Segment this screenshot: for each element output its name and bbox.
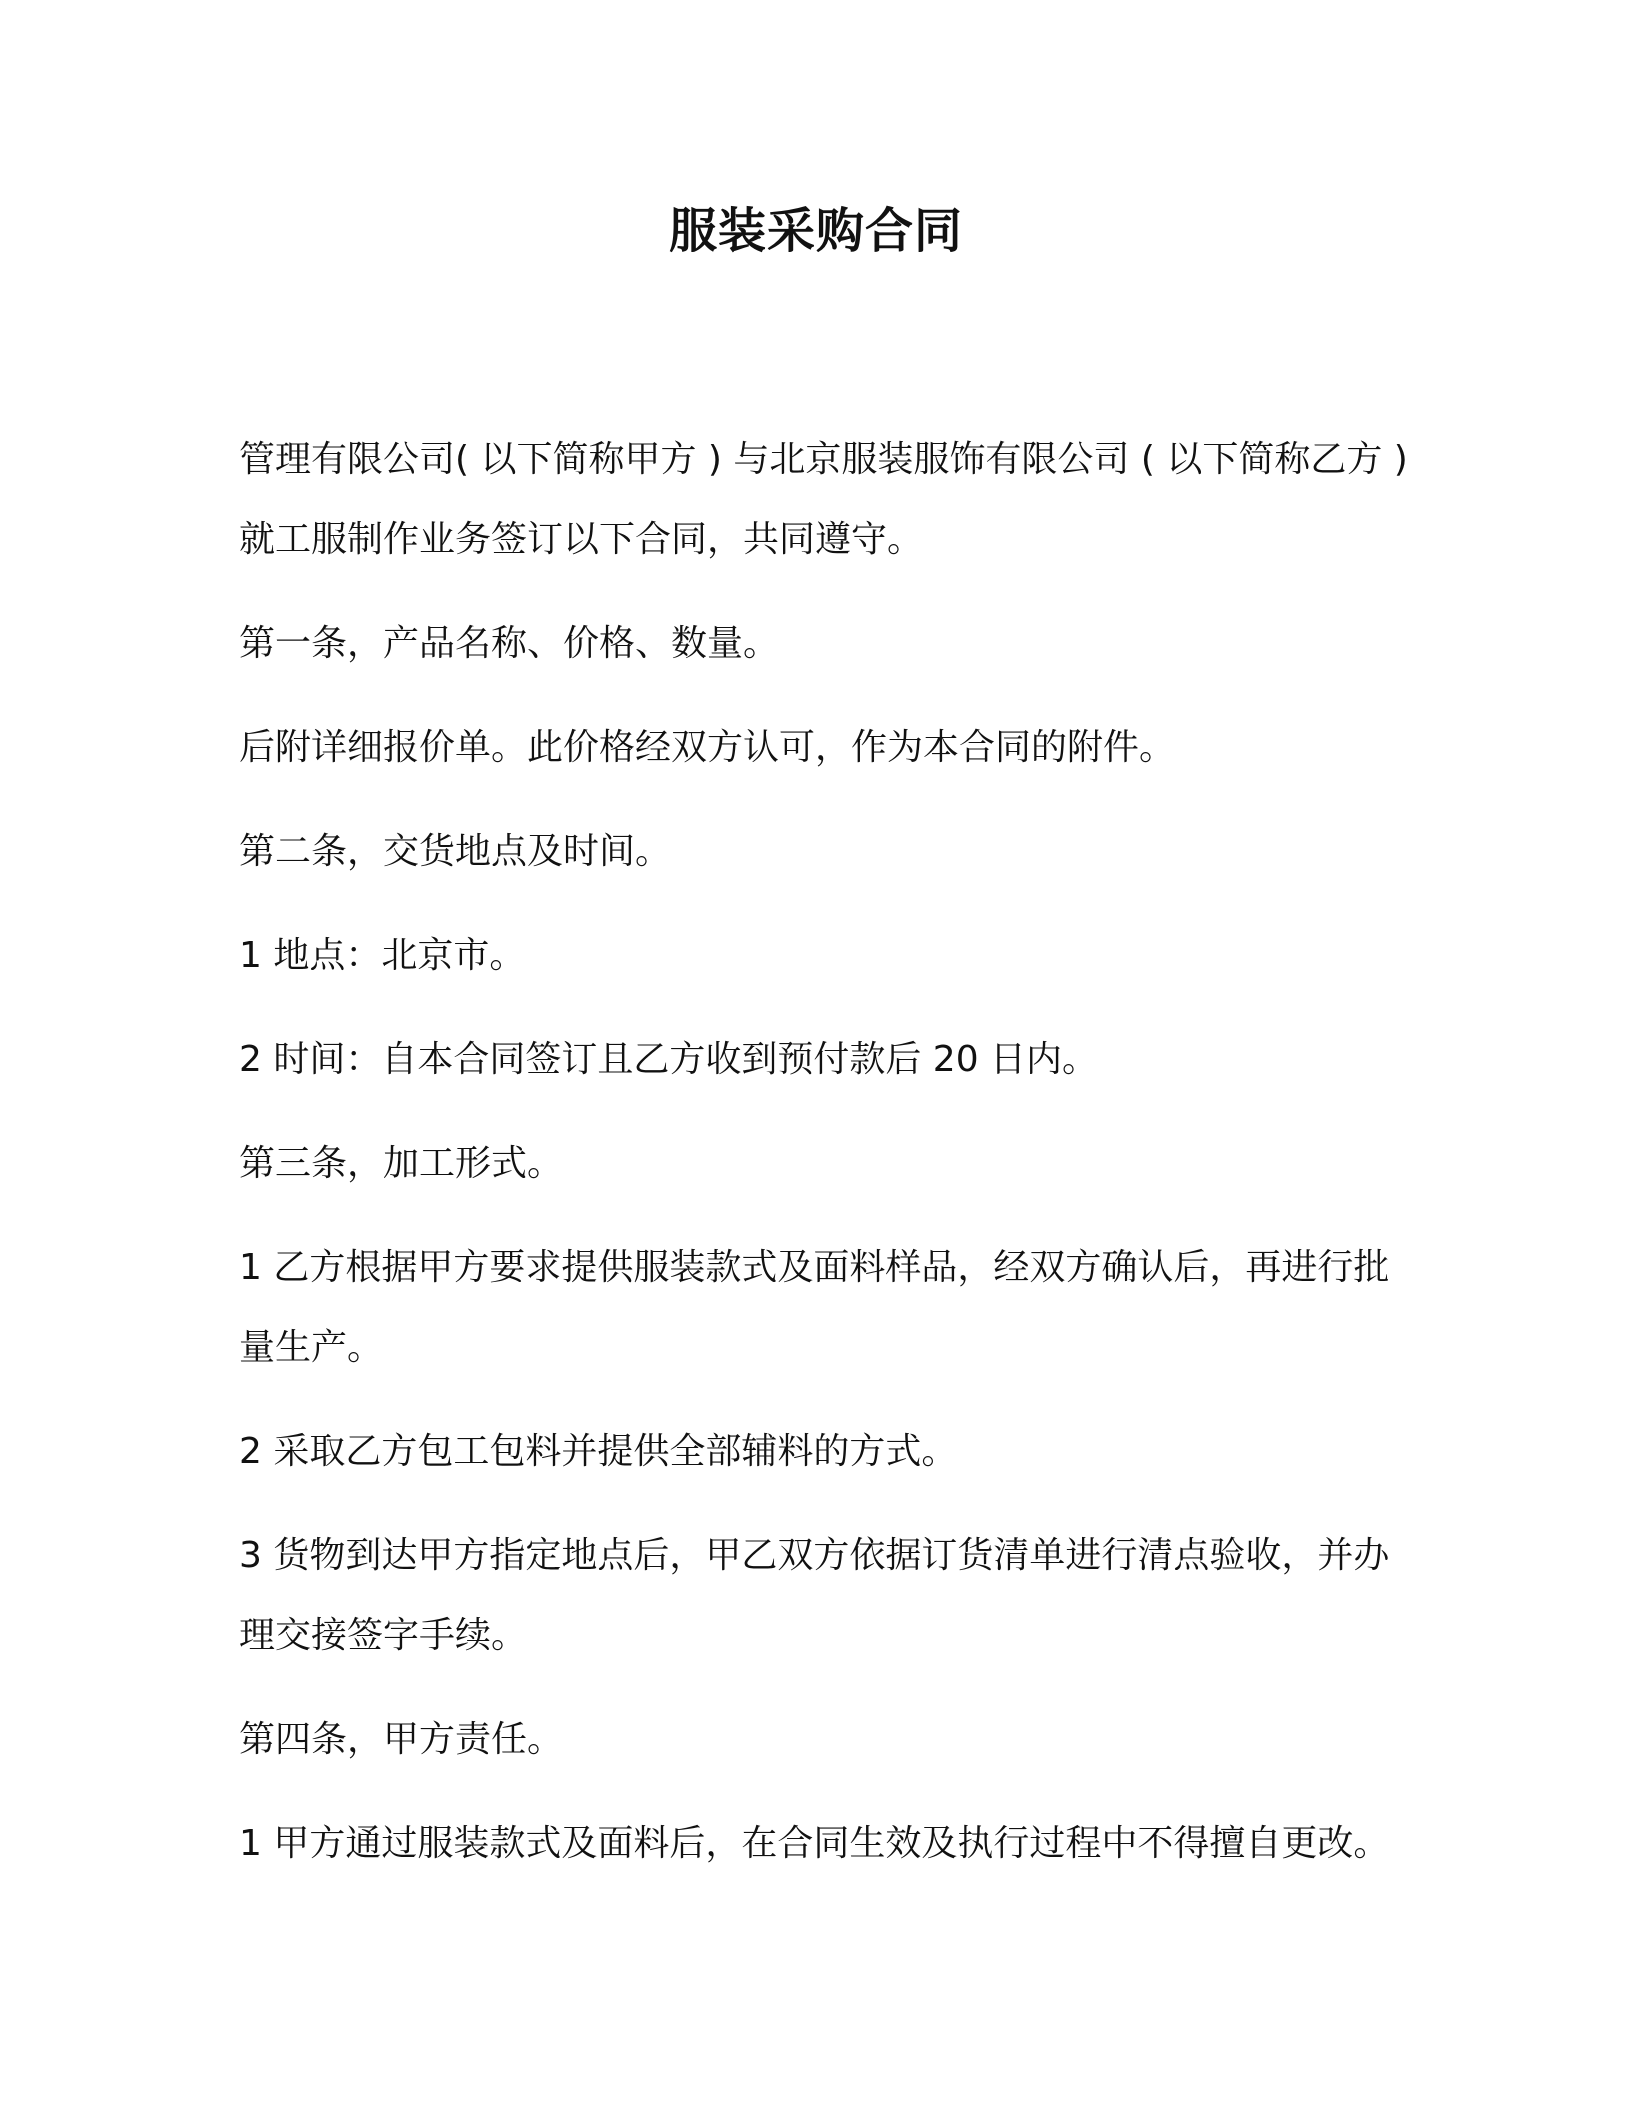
document-body — [239, 420, 1409, 1908]
paragraph-article-1-text: 后附详细报价单。此价格经双方认可，作为本合同的附件。 — [239, 727, 1176, 768]
paragraph-article-3-heading: 第三条，加工形式。 — [239, 1143, 564, 1184]
paragraph-article-2-item-2: 2 时间：自本合同签订且乙方收到预付款后 20 日内。 — [239, 1039, 1099, 1080]
paragraph-article-4-item-1: 1 甲方通过服装款式及面料后，在合同生效及执行过程中不得擅自更改。 — [239, 1823, 1390, 1864]
document-title: 服装采购合同 — [668, 203, 963, 259]
paragraph-article-3-item-2: 2 采取乙方包工包料并提供全部辅料的方式。 — [239, 1431, 958, 1472]
paragraph-intro: 管理有限公司( 以下简称甲方 ) 与北京服装服饰有限公司 ( 以下简称乙方 ) 就工服制作业务签订以下合同，共同遵守。 — [239, 439, 1408, 560]
paragraph-article-1-heading: 第一条，产品名称、价格、数量。 — [239, 623, 780, 664]
paragraph-article-2-item-1: 1 地点：北京市。 — [239, 935, 526, 976]
paragraph-article-3-item-3: 3 货物到达甲方指定地点后，甲乙双方依据订货清单进行清点验收，并办理交接签字手续。 — [239, 1535, 1390, 1656]
paragraph-article-2-heading: 第二条，交货地点及时间。 — [239, 831, 672, 872]
paragraph-article-4-heading: 第四条，甲方责任。 — [239, 1719, 564, 1760]
paragraph-article-3-item-1: 1 乙方根据甲方要求提供服装款式及面料样品，经双方确认后，再进行批量生产。 — [239, 1247, 1390, 1368]
